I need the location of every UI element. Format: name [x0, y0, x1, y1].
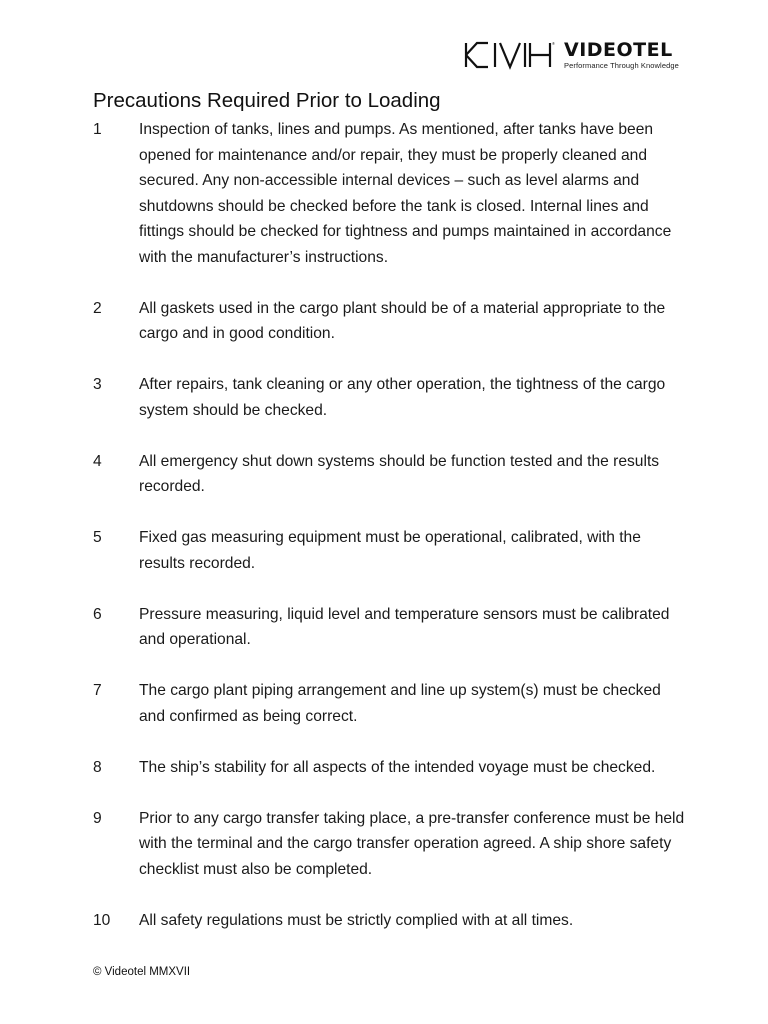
list-item [93, 908, 689, 934]
precautions-list [93, 117, 689, 959]
brand-name: VIDEOTEL [564, 39, 673, 61]
list-item [93, 117, 689, 270]
list-item [93, 372, 689, 423]
item-number: 4 [93, 452, 102, 470]
item-number: 7 [93, 682, 102, 699]
list-item [93, 602, 689, 653]
item-number: 3 [93, 376, 102, 393]
item-number: 10 [93, 911, 111, 929]
item-text: All safety regulations must be strictly complied with at all times. [139, 911, 574, 929]
item-text: Prior to any cargo transfer taking place, a pre-transfer conference must be held with the terminal and the cargo transfer operation agreed. A ship shore safety checklist must also be completed. [139, 809, 685, 878]
list-item [93, 296, 689, 347]
list-item [93, 525, 689, 576]
list-item [93, 806, 689, 883]
kvh-logo-icon [464, 40, 556, 70]
item-number: 8 [93, 758, 102, 776]
item-text: All gaskets used in the cargo plant should be of a material appropriate to the cargo and in good condition. [139, 299, 666, 342]
page-title: Precautions Required Prior to Loading [93, 89, 441, 112]
item-number: 1 [93, 121, 102, 138]
item-number: 5 [93, 529, 102, 546]
item-number: 2 [93, 299, 102, 317]
brand-text [564, 40, 679, 70]
item-number: 9 [93, 809, 102, 827]
item-text: All emergency shut down systems should be function tested and the results recorded. [139, 452, 660, 495]
trademark-mark: ® [552, 41, 555, 46]
item-text: The ship’s stability for all aspects of the intended voyage must be checked. [139, 758, 656, 776]
list-item [93, 678, 689, 729]
item-text: Pressure measuring, liquid level and temperature sensors must be calibrated and operational. [139, 605, 670, 648]
list-item [93, 755, 689, 781]
brand-tagline: Performance Through Knowledge [564, 61, 679, 70]
list-item [93, 449, 689, 500]
item-text: Inspection of tanks, lines and pumps. As mentioned, after tanks have been opened for maintenance and/or repair, they must be properly cleaned and secured. Any non-accessible internal devices – such as level alarms and shutdowns should be checked before the tank is closed. Internal lines and fittings should be checked for tightness and pumps maintained in accordance with the manufacturer’s instructions. [139, 121, 672, 266]
logo [464, 40, 679, 70]
item-text: Fixed gas measuring equipment must be operational, calibrated, with the results recorded. [139, 529, 641, 572]
item-number: 6 [93, 605, 102, 623]
copyright-footer: © Videotel MMXVII [93, 966, 191, 978]
item-text: After repairs, tank cleaning or any other operation, the tightness of the cargo system should be checked. [139, 376, 666, 419]
item-text: The cargo plant piping arrangement and line up system(s) must be checked and confirmed as being correct. [139, 682, 661, 725]
